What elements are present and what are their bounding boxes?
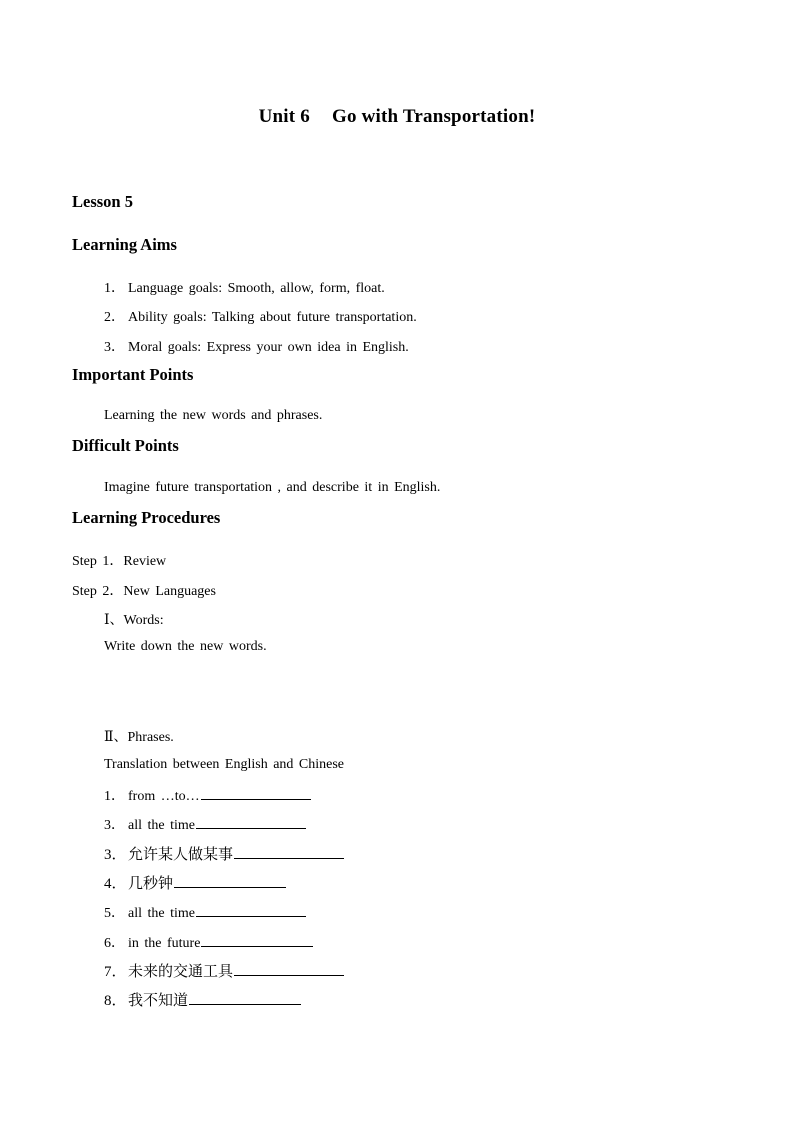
phrase-number: 7． — [104, 964, 127, 980]
phrase-number: 3． — [104, 818, 125, 833]
unit-title — [0, 106, 794, 128]
unit-title-number: Unit 6 — [258, 106, 310, 127]
phrase-number: 3． — [104, 847, 127, 863]
phrase-number: 4． — [104, 876, 127, 892]
phrase-item-8 — [104, 989, 301, 1010]
answer-blank[interactable] — [196, 903, 306, 917]
phrase-item-6 — [104, 932, 313, 952]
phrase-item-1 — [104, 785, 311, 805]
difficult-points-text: Imagine future transportation , and describe it in English. — [104, 480, 441, 495]
lesson-heading: Lesson 5 — [72, 192, 133, 211]
learning-procedures-heading: Learning Procedures — [72, 508, 221, 527]
words-instruction: Write down the new words. — [104, 639, 267, 654]
important-points-text: Learning the new words and phrases. — [104, 408, 323, 423]
aim-text: Ability goals: Talking about future transportation. — [128, 310, 417, 325]
learning-aims-heading: Learning Aims — [72, 235, 177, 254]
answer-blank[interactable] — [174, 874, 286, 888]
aim-text: Language goals: Smooth, allow, form, float. — [128, 281, 385, 296]
phrase-item-2 — [104, 814, 306, 834]
answer-blank[interactable] — [201, 786, 311, 800]
phrase-number: 5． — [104, 906, 125, 921]
aim-item-2 — [104, 306, 417, 326]
phrases-instruction: Translation between English and Chinese — [104, 757, 345, 772]
aim-text: Moral goals: Express your own idea in English. — [128, 340, 409, 355]
phrase-number: 8． — [104, 993, 127, 1009]
phrase-item-5 — [104, 902, 306, 922]
words-label: Ⅰ、Words: — [104, 613, 164, 628]
phrase-number: 1． — [104, 789, 125, 804]
aim-number: 2． — [104, 310, 125, 325]
phrase-text: in the future — [128, 936, 201, 951]
answer-blank[interactable] — [189, 991, 301, 1005]
aim-number: 1． — [104, 281, 125, 296]
aim-item-1 — [104, 277, 385, 297]
phrase-text: 未来的交通工具 — [128, 964, 234, 980]
phrase-item-3 — [104, 843, 344, 864]
step-2: Step 2．New Languages — [72, 584, 216, 599]
phrase-text: all the time — [128, 906, 195, 921]
difficult-points-heading: Difficult Points — [72, 436, 179, 455]
phrase-text: 允许某人做某事 — [128, 847, 234, 863]
aim-number: 3． — [104, 340, 125, 355]
phrase-text: from …to… — [128, 789, 200, 804]
phrase-item-4 — [104, 872, 286, 893]
answer-blank[interactable] — [234, 962, 344, 976]
phrase-text: 几秒钟 — [128, 876, 174, 892]
phrases-label: Ⅱ、Phrases. — [104, 730, 174, 745]
important-points-heading: Important Points — [72, 365, 194, 384]
phrase-number: 6． — [104, 936, 125, 951]
answer-blank[interactable] — [196, 815, 306, 829]
unit-title-name: Go with Transportation! — [331, 106, 536, 127]
aim-item-3 — [104, 336, 409, 356]
phrase-item-7 — [104, 960, 344, 981]
phrase-text: 我不知道 — [128, 993, 189, 1009]
step-1: Step 1．Review — [72, 554, 167, 569]
answer-blank[interactable] — [201, 933, 313, 947]
answer-blank[interactable] — [234, 845, 344, 859]
phrase-text: all the time — [128, 818, 195, 833]
